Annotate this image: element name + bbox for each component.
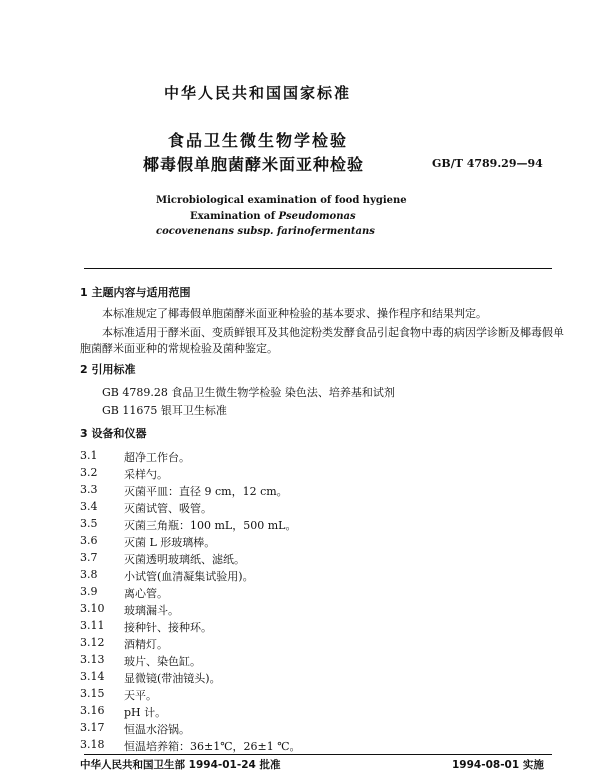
item-text: 灭菌三角瓶：100 mL，500 mL。 xyxy=(124,519,297,532)
item-number: 3.11 xyxy=(80,619,105,632)
english-title-subsp: subsp. xyxy=(233,226,277,237)
standard-code: GB/T 4789.29—94 xyxy=(432,157,543,170)
title-line-2: 椰毒假单胞菌酵米面亚种检验 xyxy=(143,155,365,174)
item-number: 3.3 xyxy=(80,483,98,496)
item-text: 玻片、染色缸。 xyxy=(124,655,201,668)
item-number: 3.18 xyxy=(80,738,105,751)
english-title-genus: Pseudomonas xyxy=(278,211,356,222)
english-title-line-1: Microbiological examination of food hygiene xyxy=(156,195,407,206)
english-title-subspecies: farinofermentans xyxy=(276,226,375,237)
item-text: pH 计。 xyxy=(124,706,167,719)
english-title-species: cocovenenans xyxy=(156,226,234,237)
item-number: 3.17 xyxy=(80,721,105,734)
section-2-heading: 2 引用标准 xyxy=(80,363,136,376)
item-text: 灭菌透明玻璃纸、滤纸。 xyxy=(124,553,245,566)
section-1-paragraph-1: 本标准规定了椰毒假单胞菌酵米面亚种检验的基本要求、操作程序和结果判定。 xyxy=(102,307,487,320)
header-rule xyxy=(84,268,552,269)
item-number: 3.1 xyxy=(80,449,98,462)
reference-1: GB 4789.28 食品卫生微生物学检验 染色法、培养基和试剂 xyxy=(102,386,395,399)
item-text: 酒精灯。 xyxy=(124,638,168,651)
item-number: 3.5 xyxy=(80,517,98,530)
item-text: 离心管。 xyxy=(124,587,168,600)
approval-note: 中华人民共和国卫生部 1994-01-24 批准 xyxy=(80,759,281,771)
item-number: 3.14 xyxy=(80,670,105,683)
item-number: 3.15 xyxy=(80,687,105,700)
item-text: 恒温培养箱：36±1℃，26±1 ℃。 xyxy=(124,740,301,753)
section-1-paragraph-2-cont: 胞菌酵米面亚种的常规检验及菌种鉴定。 xyxy=(80,342,278,355)
section-1-paragraph-2: 本标准适用于酵米面、变质鲜银耳及其他淀粉类发酵食品引起食物中毒的病因学诊断及椰毒假单 xyxy=(102,326,564,339)
english-title-line-3 xyxy=(156,226,375,237)
item-text: 接种针、接种环。 xyxy=(124,621,212,634)
section-3-heading: 3 设备和仪器 xyxy=(80,427,147,440)
item-text: 超净工作台。 xyxy=(124,451,190,464)
item-text: 灭菌平皿：直径 9 cm，12 cm。 xyxy=(124,485,288,498)
item-text: 灭菌 L 形玻璃棒。 xyxy=(124,536,216,549)
item-text: 采样勺。 xyxy=(124,468,168,481)
item-number: 3.6 xyxy=(80,534,98,547)
item-number: 3.2 xyxy=(80,466,98,479)
english-title-prefix: Examination of xyxy=(190,211,279,222)
footer-rule xyxy=(84,754,552,755)
item-number: 3.8 xyxy=(80,568,98,581)
item-text: 恒温水浴锅。 xyxy=(124,723,190,736)
english-title-line-2 xyxy=(190,211,356,222)
item-text: 玻璃漏斗。 xyxy=(124,604,179,617)
item-number: 3.13 xyxy=(80,653,105,666)
reference-2: GB 11675 银耳卫生标准 xyxy=(102,404,227,417)
item-number: 3.4 xyxy=(80,500,98,513)
item-number: 3.7 xyxy=(80,551,98,564)
item-number: 3.16 xyxy=(80,704,105,717)
item-text: 显微镜(带油镜头)。 xyxy=(124,672,221,685)
item-text: 小试管(血清凝集试验用)。 xyxy=(124,570,254,583)
section-1-heading: 1 主题内容与适用范围 xyxy=(80,286,191,299)
implementation-date: 1994-08-01 实施 xyxy=(452,759,544,771)
item-text: 天平。 xyxy=(124,689,157,702)
item-text: 灭菌试管、吸管。 xyxy=(124,502,212,515)
item-number: 3.10 xyxy=(80,602,105,615)
title-line-1: 食品卫生微生物学检验 xyxy=(168,131,349,150)
issuing-authority: 中华人民共和国国家标准 xyxy=(164,84,352,102)
item-number: 3.12 xyxy=(80,636,105,649)
item-number: 3.9 xyxy=(80,585,98,598)
